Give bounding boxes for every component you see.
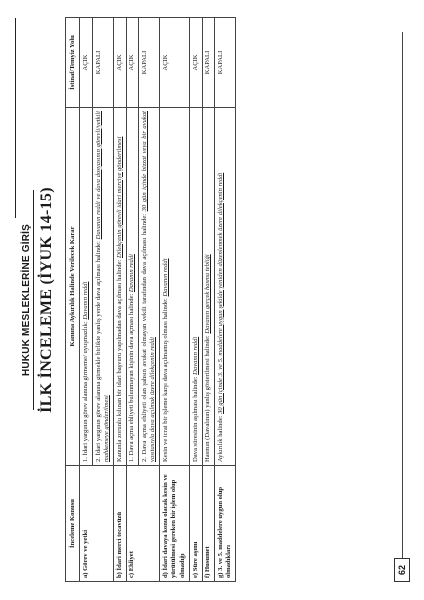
header-rule (15, 18, 16, 218)
footer-rule (402, 32, 403, 582)
appeal-status: KAPALI (93, 18, 114, 108)
decision-cell (114, 108, 127, 466)
decision-cell (160, 108, 190, 466)
appeal-status: AÇIK (189, 18, 202, 108)
row-topic: d) İdari davaya konu olacak kesin ve yürütülmesi gereken bir işlem olup olmadığı (160, 466, 190, 582)
decision-text: 2. İdari yargının görev alanına girmekle birlikte yanlış yerde dava açılması halinde: (94, 239, 102, 462)
decision-emphasis: Dilekçenin görevli idari merciye gönderilmesi (115, 136, 123, 259)
decision-cell (80, 108, 93, 466)
appeal-status: AÇIK (80, 18, 93, 108)
decision-emphasis: Davanın reddi (191, 336, 199, 375)
page-number: 62 (394, 558, 410, 582)
page-title: İLK İNCELEME (İYUK 14-15) (38, 187, 55, 413)
table-row (160, 18, 190, 582)
decision-cell (189, 108, 202, 466)
appeal-status: AÇIK (126, 18, 139, 108)
row-topic: f) Husumet (202, 466, 215, 582)
decision-emphasis: Davanın gerçek hasma tebliği (204, 254, 212, 334)
row-topic: b) İdari merci tecavüzü (114, 466, 127, 582)
inceleme-table (65, 17, 236, 582)
appeal-status: KAPALI (202, 18, 215, 108)
header-kanuna-aykirilik: Kanuna Aykırılık Halinde Verilecek Karar (66, 108, 80, 466)
appeal-status: AÇIK (160, 18, 190, 108)
decision-emphasis: Davanın reddi (162, 258, 170, 297)
decision-emphasis: 30 gün içinde bizzat veya bir avukat vasıtasıyla dava açılmak üzere dilekçenin reddi (140, 111, 157, 462)
table-row (215, 18, 236, 582)
table-row (202, 18, 215, 582)
decision-text: 2. Dava açma ehliyeti olan şahsın avukat olmayan vekili tarafından dava açılması halinde: (140, 211, 148, 462)
decision-emphasis: Davanın reddi (128, 254, 136, 293)
table-header-row (66, 18, 80, 582)
decision-text: 1. Dava açma ehliyeti bulunmayan kişinin dava açması halinde: (128, 292, 136, 462)
decision-cell (126, 108, 139, 466)
decision-emphasis: Davanın reddi ve dava dosyasının görevli/yetkili mahkemeye gönderilmesi (94, 110, 111, 462)
table-row (126, 18, 139, 582)
table-row (114, 18, 127, 582)
row-topic: a) Görev ve yetki (80, 466, 114, 582)
decision-text: Hasmın (Davalının) yanlış gösterilmesi halinde: (204, 333, 212, 462)
decision-text: 1. İdari yargının görev alanına girmeme/ uyuşmazlık: (82, 319, 90, 462)
decision-cell (202, 108, 215, 466)
decision-cell (139, 108, 160, 466)
table-row (189, 18, 202, 582)
header-inceleme-konusu: İnceleme Konusu (66, 466, 80, 582)
decision-emphasis: 30 gün içinde 3. ve 5. maddelere uygun şekilde yeniden düzenlenmek üzere dilekçenin reddi (216, 172, 224, 414)
decision-text: Kanunla zorunlu kılınan bir idari başvuru yapılmadan dava açılması halinde: (115, 258, 123, 462)
section-title: HUKUK MESLEKLERİNE GİRİŞ (21, 223, 32, 377)
appeal-status: AÇIK (114, 18, 127, 108)
decision-cell (93, 108, 114, 466)
decision-text: Dava süresinin aşılması halinde: (191, 374, 199, 462)
table-row (80, 18, 93, 582)
row-topic: c) Ehliyet (126, 466, 160, 582)
decision-text: Kesin ve icrai bir işleme karşı dava açılmamış olması halinde: (162, 296, 170, 462)
decision-emphasis: Davanın reddi (82, 281, 90, 320)
decision-text: Aykırılık halinde: (216, 413, 224, 462)
row-topic: e) Süre aşımı (189, 466, 202, 582)
appeal-status: KAPALI (139, 18, 160, 108)
section-title-underline (33, 190, 34, 410)
header-istinaf-temyiz: İstinaf/Temyiz Yolu (66, 18, 80, 108)
row-topic: g) 3. ve 5. maddelere uygun olup olmadıkları (215, 466, 236, 582)
appeal-status: KAPALI (215, 18, 236, 108)
decision-cell (215, 108, 236, 466)
